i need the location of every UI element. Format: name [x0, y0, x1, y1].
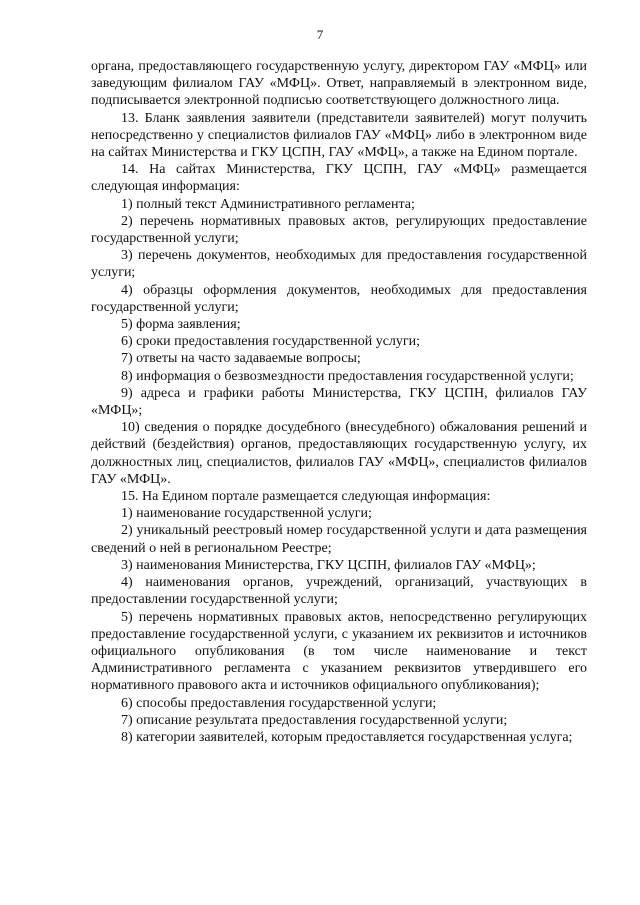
document-body [91, 58, 587, 746]
list-item: 5) перечень нормативных правовых актов, непосредственно регулирующих предоставление государственной услуги, с указанием их реквизитов и источников официального опубликования (в том числе наименование и текст Административного регламента с указанием реквизитов утвердившего его нормативного правового акта и источников официального опубликования); [91, 609, 587, 694]
list-item: 7) ответы на часто задаваемые вопросы; [121, 351, 361, 367]
paragraph-13: 13. Бланк заявления заявители (представители заявителей) могут получить непосредственно у специалистов филиалов ГАУ «МФЦ» либо в электронном виде на сайтах Министерства и ГКУ ЦСПН, ГАУ «МФЦ», а также на Едином портале. [91, 110, 587, 161]
list-item: 6) способы предоставления государственной услуги; [121, 695, 437, 711]
list-item: 7) описание результата предоставления государственной услуги; [121, 712, 508, 728]
list-item: 10) сведения о порядке досудебного (внесудебного) обжалования решений и действий (бездействия) органов, предоставляющих государственную услугу, их должностных лиц, специалистов, филиалов ГАУ «МФЦ», специалистов филиалов ГАУ «МФЦ». [91, 420, 587, 487]
list-item: 6) сроки предоставления государственной услуги; [121, 334, 421, 350]
list-item: 8) информация о безвозмездности предоставления государственной услуги; [121, 368, 574, 384]
paragraph-continuation: органа, предоставляющего государственную услугу, директором ГАУ «МФЦ» или заведующим филиалом ГАУ «МФЦ». Ответ, направляемый в электронном виде, подписывается электронной подписью соответствующего должностного лица. [91, 59, 587, 109]
paragraph-14: 14. На сайтах Министерства, ГКУ ЦСПН, ГАУ «МФЦ» размещается следующая информация: [91, 162, 587, 195]
list-item: 3) наименования Министерства, ГКУ ЦСПН, филиалов ГАУ «МФЦ»; [121, 557, 536, 573]
list-item: 5) форма заявления; [121, 317, 241, 333]
list-item: 9) адреса и графики работы Министерства, ГКУ ЦСПН, филиалов ГАУ «МФЦ»; [91, 385, 587, 419]
page-number: 7 [316, 27, 324, 42]
list-item: 2) уникальный реестровый номер государственной услуги и дата размещения сведений о ней в региональном Реестре; [91, 523, 587, 556]
list-item: 4) образцы оформления документов, необходимых для предоставления государственной услуги; [91, 282, 587, 315]
list-item: 1) наименование государственной услуги; [121, 506, 372, 522]
list-item: 4) наименования органов, учреждений, организаций, участвующих в предоставлении государственной услуги; [91, 575, 587, 608]
list-item: 8) категории заявителей, которым предоставляется государственная услуга; [121, 729, 573, 745]
list-item: 3) перечень документов, необходимых для предоставления государственной услуги; [91, 248, 587, 281]
list-item: 1) полный текст Административного регламента; [121, 196, 415, 212]
paragraph-15: 15. На Едином портале размещается следующая информация: [121, 489, 491, 505]
list-item: 2) перечень нормативных правовых актов, регулирующих предоставление государственной услуги; [91, 213, 587, 247]
